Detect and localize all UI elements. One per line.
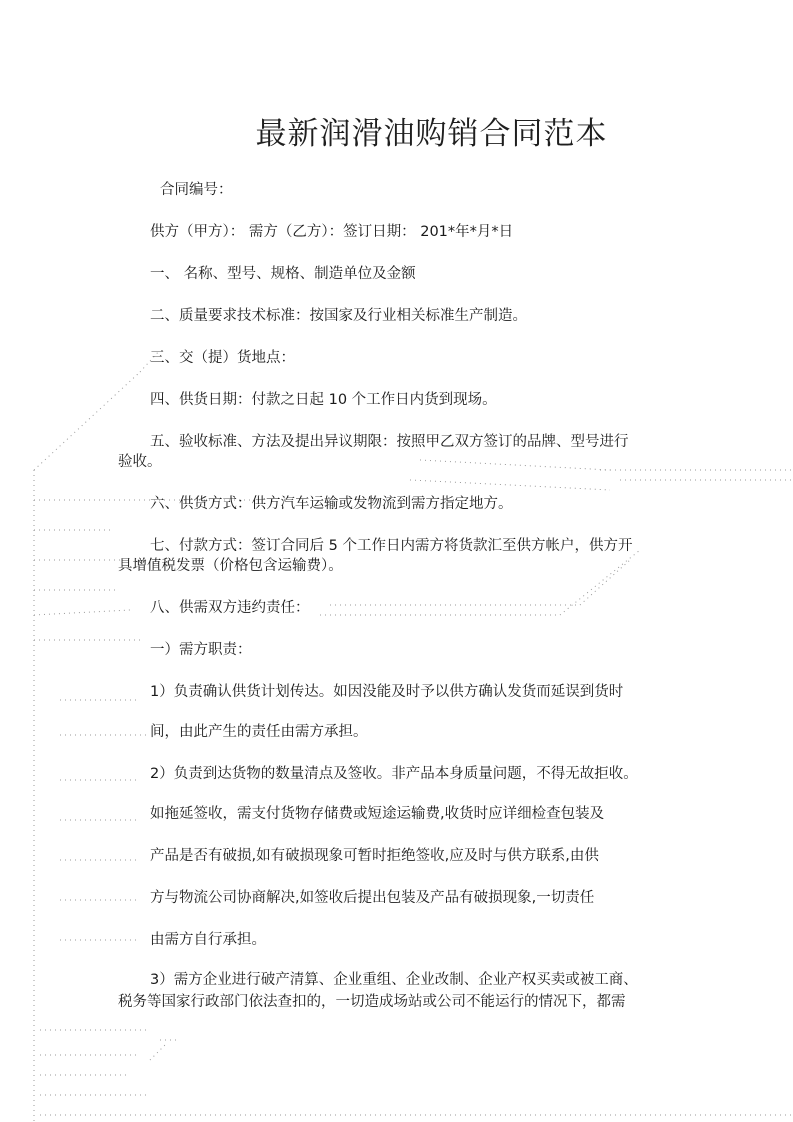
item-2-line1: 2）负责到达货物的数量清点及签收。非产品本身质量问题，不得无故拒收。 (150, 766, 638, 782)
document-title: 最新润滑油购销合同范本 (255, 116, 608, 152)
clause-4: 四、供货日期：付款之日起 10 个工作日内货到现场。 (150, 392, 497, 408)
clause-7-line1: 七、付款方式：签订合同后 5 个工作日内需方将货款汇至供方帐户，供方开 (150, 538, 633, 554)
parties-line: 供方（甲方）： 需方（乙方）：签订日期： 201*年*月*日 (150, 224, 514, 240)
item-2-line3: 产品是否有破损,如有破损现象可暂时拒绝签收,应及时与供方联系,由供 (150, 848, 599, 864)
clause-7-line2: 具增值税发票（价格包含运输费）。 (118, 558, 343, 574)
clause-5-line1: 五、验收标准、方法及提出异议期限：按照甲乙双方签订的品牌、型号进行 (150, 434, 629, 450)
item-2-line2: 如拖延签收，需支付货物存储费或短途运输费,收货时应详细检查包装及 (150, 806, 605, 822)
clause-3: 三、交（提）货地点： (150, 350, 295, 366)
clause-8: 八、供需双方违约责任： (150, 600, 310, 616)
item-2-line5: 由需方自行承担。 (150, 932, 266, 948)
clause-1: 一、 名称、型号、规格、制造单位及金额 (150, 266, 416, 282)
clause-2: 二、质量要求技术标准：按国家及行业相关标准生产制造。 (150, 308, 527, 324)
item-1-line1: 1）负责确认供货计划传达。如因没能及时予以供方确认发货而延误到货时 (150, 684, 624, 700)
sub-section-1: 一）需方职责： (150, 642, 252, 658)
item-3-line1: 3）需方企业进行破产清算、企业重组、企业改制、企业产权买卖或被工商、 (150, 972, 638, 988)
contract-no-label: 合同编号： (160, 182, 233, 198)
item-1-line2: 间，由此产生的责任由需方承担。 (150, 724, 368, 740)
item-2-line4: 方与物流公司协商解决,如签收后提出包装及产品有破损现象,一切责任 (150, 890, 595, 906)
clause-5-line2: 验收。 (118, 454, 162, 470)
clause-6: 六、供货方式：供方汽车运输或发物流到需方指定地方。 (150, 496, 513, 512)
item-3-line2: 税务等国家行政部门依法查扣的，一切造成场站或公司不能运行的情况下，都需 (118, 994, 626, 1010)
